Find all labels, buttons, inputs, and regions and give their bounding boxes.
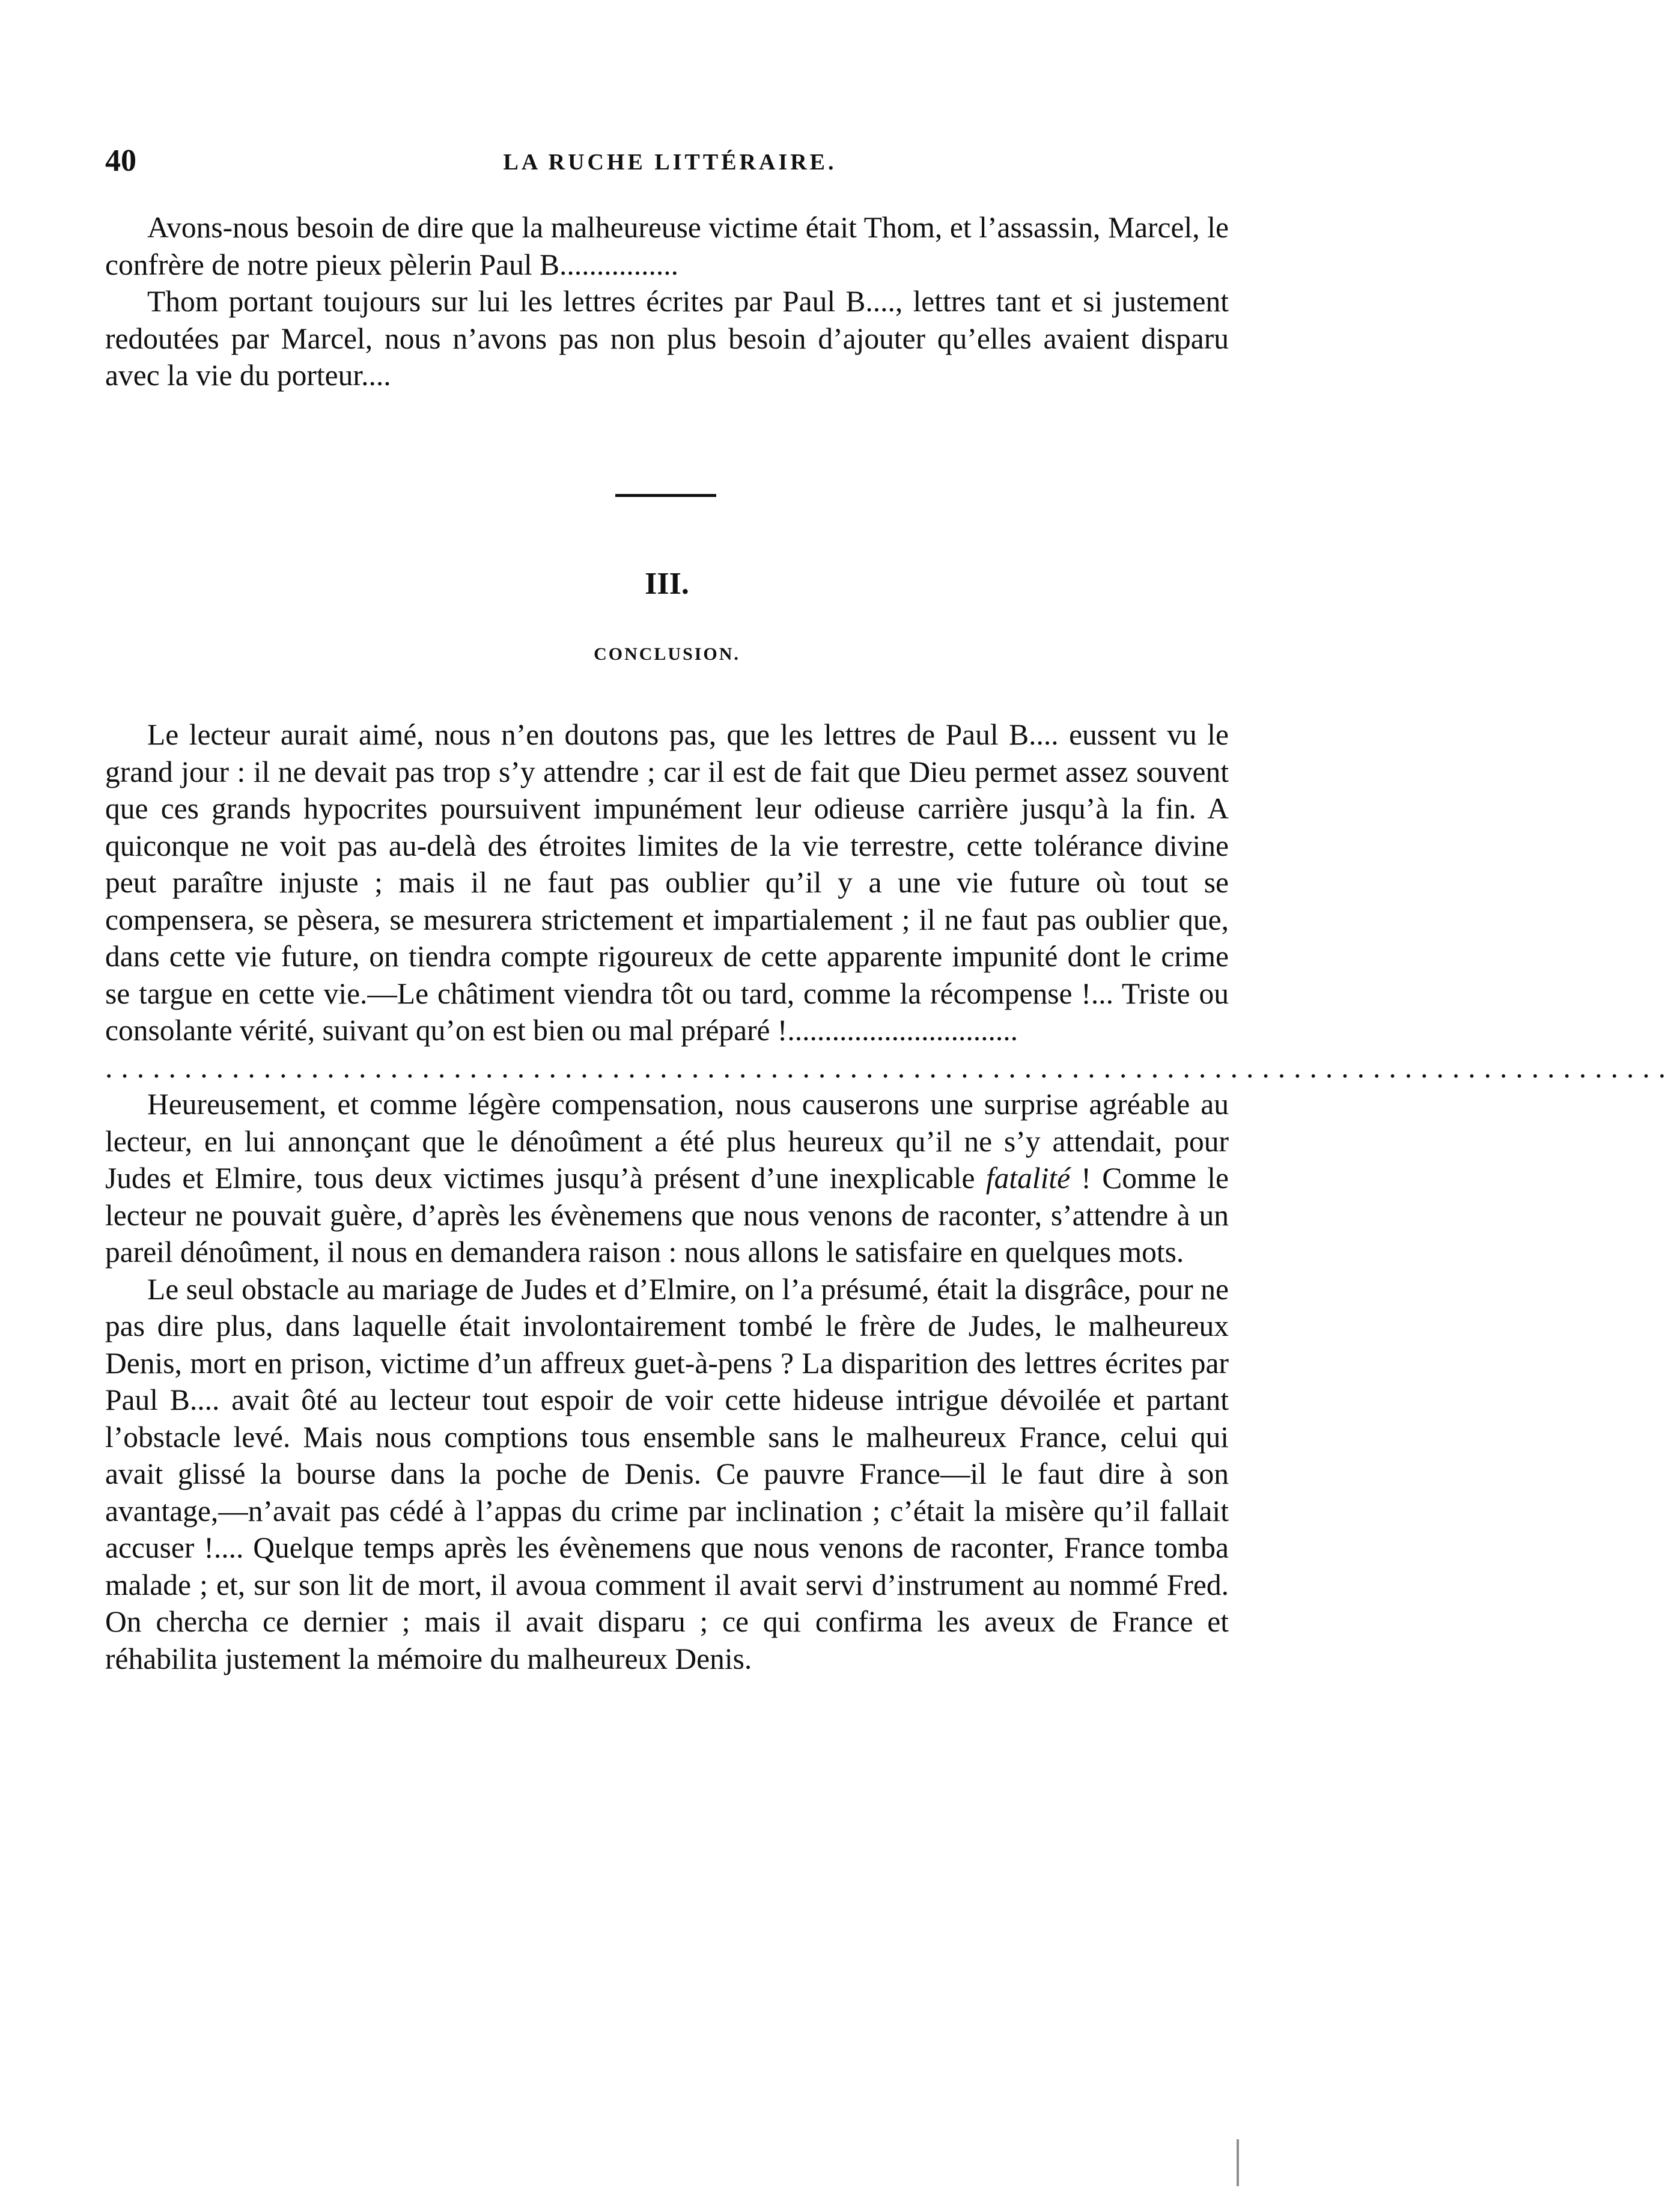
paragraph-text: Heureusement, et comme légère compensation, nous causerons une surprise agréable au lecteur, en lui annonçant que le dénoûment a été plus heureux qu’il ne s’y attendait, pour Judes et Elmire, tous deux victimes jusqu’à présent d’une inexplicable bbox=[105, 1088, 1229, 1195]
conclusion-paragraph-2 bbox=[105, 1086, 1229, 1271]
italic-word: fatalité bbox=[985, 1162, 1071, 1195]
conclusion-paragraph-1: Le lecteur aurait aimé, nous n’en doutons pas, que les lettres de Paul B.... eussent vu le grand jour : il ne devait pas trop s’y attendre ; car il est de fait que Dieu permet assez souvent que ces grands hypocrites poursuivent impunément leur odieuse carrière jusqu’à la fin. A quiconque ne voit pas au-delà des étroites limites de la vie terrestre, cette tolérance divine peut paraître injuste ; mais il ne faut pas oublier qu’il y a une vie future où tout se compensera, se pèsera, se mesurera strictement et impartialement ; il ne faut pas oublier que, dans cette vie future, on tiendra compte rigoureux de cette apparente impunité dont le crime se targue en cette vie.—Le châtiment viendra tôt ou tard, comme la récompense !... Triste ou consolante vérité, suivant qu’on est bien ou mal préparé !............................... bbox=[105, 718, 1229, 1047]
running-title: LA RUCHE LITTÉRAIRE. bbox=[503, 150, 837, 175]
intro-text bbox=[105, 209, 1229, 394]
conclusion-paragraph-3: Le seul obstacle au mariage de Judes et d’Elmire, on l’a présumé, était la disgrâce, pour ne pas dire plus, dans laquelle était involontairement tombé le frère de Judes, le malheureux Denis, mort en prison, victime d’un affreux guet-à-pens ? La disparition des lettres écrites par Paul B.... avait ôté au lecteur tout espoir de voir cette hideuse intrigue dévoilée et partant l’obstacle levé. Mais nous comptions tous ensemble sans le malheureux France, celui qui avait glissé la bourse dans la poche de Denis. Ce pauvre France—il le faut dire à son avantage,—n’avait pas cédé à l’appas du crime par inclination ; c’était la misère qu’il fallait accuser !.... Quelque temps après les évènemens que nous venons de raconter, France tomba malade ; et, sur son lit de mort, il avoua comment il avait servi d’instrument au nommé Fred. On chercha ce dernier ; mais il avait disparu ; ce qui confirma les aveux de France et réhabilita justement la mémoire du malheureux Denis. bbox=[105, 1272, 1229, 1675]
page-header bbox=[105, 143, 1235, 179]
ellipsis-line: ................................................................................................... bbox=[105, 1050, 1674, 1084]
page-number: 40 bbox=[105, 144, 136, 178]
section-divider bbox=[615, 494, 716, 497]
intro-paragraph-1: Avons-nous besoin de dire que la malheureuse victime était Thom, et l’assassin, Marcel, le confrère de notre pieux pèlerin Paul B................ bbox=[105, 211, 1229, 281]
intro-paragraph-2: Thom portant toujours sur lui les lettres écrites par Paul B...., lettres tant et si justement redoutées par Marcel, nous n’avons pas non plus besoin d’ajouter qu’elles avaient disparu avec la vie du porteur.... bbox=[105, 285, 1229, 392]
section-number: III. bbox=[645, 567, 689, 601]
paragraph-text-end: ! Comme le lecteur ne pouvait guère, d’après les évènemens que nous venons de raconter, s’attendre à un pareil dénoûment, il nous en demandera raison : nous allons le satisfaire en quelques mots. bbox=[105, 1162, 1229, 1269]
section-title: CONCLUSION. bbox=[594, 644, 740, 664]
conclusion-text bbox=[105, 716, 1674, 1677]
margin-mark bbox=[1237, 2139, 1239, 2186]
